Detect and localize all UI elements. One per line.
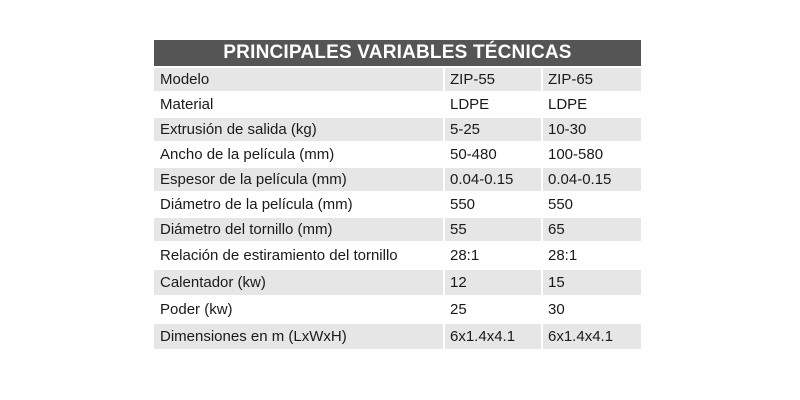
table-row bbox=[154, 93, 641, 116]
row-label: Relación de estiramiento del tornillo bbox=[160, 247, 398, 264]
row-label: Espesor de la película (mm) bbox=[154, 168, 443, 191]
table-row bbox=[154, 270, 641, 295]
row-label: Calentador (kw) bbox=[154, 270, 443, 295]
row-value-a: 0.04-0.15 bbox=[445, 168, 541, 191]
row-value-a: 25 bbox=[450, 301, 467, 318]
row-value-b: 65 bbox=[543, 218, 641, 241]
row-value-b: 550 bbox=[548, 196, 574, 213]
row-value-b: 0.04-0.15 bbox=[543, 168, 641, 191]
row-value-a: 6x1.4x4.1 bbox=[445, 324, 541, 349]
table-row bbox=[154, 297, 641, 322]
row-label: Diámetro de la película (mm) bbox=[160, 196, 353, 213]
row-value-b: 10-30 bbox=[543, 118, 641, 141]
row-value-b: 30 bbox=[548, 301, 565, 318]
row-label: Diámetro del tornillo (mm) bbox=[154, 218, 443, 241]
row-label: Material bbox=[160, 96, 214, 113]
row-label: Dimensiones en m (LxWxH) bbox=[154, 324, 443, 349]
row-label: Extrusión de salida (kg) bbox=[154, 118, 443, 141]
row-label: Poder (kw) bbox=[160, 301, 233, 318]
table-row bbox=[154, 193, 641, 216]
row-value-a: 55 bbox=[445, 218, 541, 241]
row-value-b: 15 bbox=[543, 270, 641, 295]
header-model-b: ZIP-65 bbox=[543, 68, 641, 91]
row-value-a: 550 bbox=[450, 196, 476, 213]
table-body bbox=[154, 68, 641, 349]
row-value-a: 12 bbox=[445, 270, 541, 295]
table-row bbox=[154, 143, 641, 166]
table-row bbox=[154, 324, 641, 349]
row-value-b: 100-580 bbox=[548, 146, 604, 163]
row-value-b: 28:1 bbox=[548, 247, 578, 264]
table-title: PRINCIPALES VARIABLES TÉCNICAS bbox=[154, 40, 641, 66]
row-value-b: 6x1.4x4.1 bbox=[543, 324, 641, 349]
table-row bbox=[154, 168, 641, 191]
row-value-a: 28:1 bbox=[450, 247, 480, 264]
header-label: Modelo bbox=[154, 68, 443, 91]
row-label: Ancho de la película (mm) bbox=[160, 146, 335, 163]
header-model-a: ZIP-55 bbox=[445, 68, 541, 91]
spec-table bbox=[154, 40, 641, 349]
table-header-row bbox=[154, 68, 641, 91]
row-value-a: LDPE bbox=[450, 96, 490, 113]
table-row bbox=[154, 218, 641, 241]
row-value-b: LDPE bbox=[548, 96, 588, 113]
row-value-a: 50-480 bbox=[450, 146, 497, 163]
table-row bbox=[154, 243, 641, 268]
row-value-a: 5-25 bbox=[445, 118, 541, 141]
table-row bbox=[154, 118, 641, 141]
